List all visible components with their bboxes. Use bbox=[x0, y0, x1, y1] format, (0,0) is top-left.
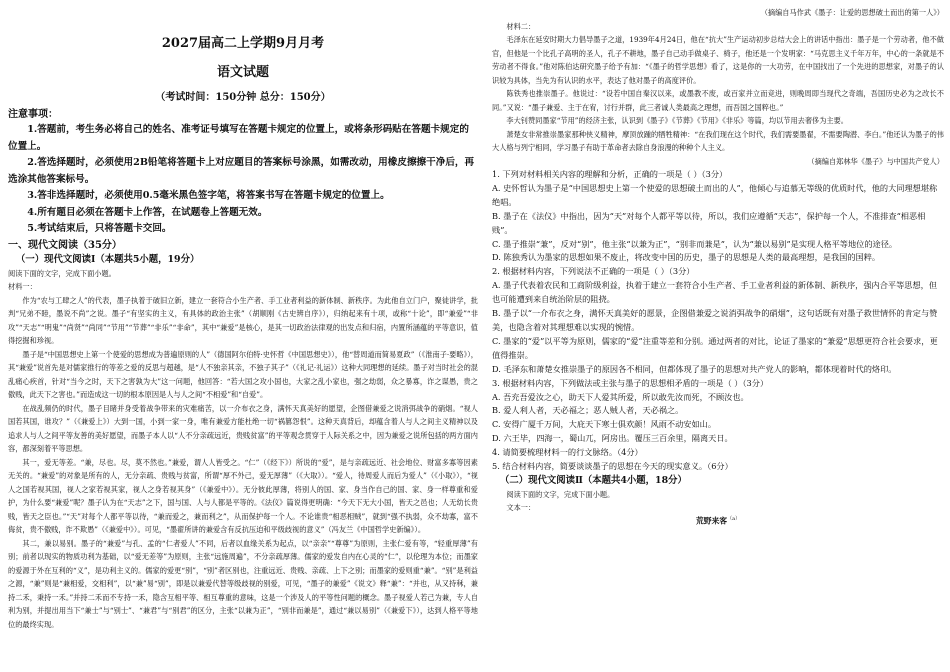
section2-heading: （二）现代文阅读Ⅱ（本题共4小题，18分） bbox=[500, 474, 687, 486]
question-line: D. 六王毕，四海一，蜀山兀，阿房出。覆压三百余里，隔离天日。 bbox=[492, 433, 733, 444]
notice-item: 1.答题前，考生务必将自己的姓名、准考证号填写在答题卡规定的位置上，或将条形码贴在答题卡规定的位置上。 bbox=[8, 124, 469, 152]
question-line: 2. 根据材料内容，下列说法不正确的一项是（ ）（3分） bbox=[492, 266, 695, 277]
question-line: D. 毛泽东和萧楚女推崇墨子的原因各不相同，但都体现了墨子的思想对共产党人的影响，都体现着时代的烙印。 bbox=[492, 363, 897, 374]
notice-heading: 注意事项： bbox=[8, 109, 58, 120]
material2-label: 材料二： bbox=[506, 21, 536, 31]
question-line: B. 墨子在《法仪》中指出，因为“天”对每个人都平等以待，所以，我们应遵循“天志”，保护每一个人，不准排查“相恶相贱”。 bbox=[492, 210, 926, 235]
question-line: 5. 结合材料内容，简要谈谈墨子的思想在今天的现实意义。（6分） bbox=[492, 461, 733, 472]
question-line: 4. 请简要梳理材料一的行文脉络。（4分） bbox=[492, 447, 643, 458]
material1-paragraph: 其一，爱无等差。“兼，尽也。尽，莫不然也。”兼爱，谓人人皆受之。“仁”（《经下》）所说的“爱”，是与亲疏远近、社会地位、财富多寡等因素无关的。“兼爱”的对象是所有的人，无分亲疏、贵贱与贫富，所谓“厚不外己，爱无厚薄”（《大取》）。“爱人，待周爱人而后为爱人”（《小取》），“视人之国若视其国，视人之家若视其家，视人之身若视其身”（《兼爱中》）。无分彼此厚薄，将别人的国、家、身当作自己的国、家、身一样尊重和爱护，为什么要“兼爱”呢？墨子认为在“天志”之下，国与国、人与人都是平等的。《法仪》篇说得更明确：“今天下无大小国，皆天之邑也；人无幼长贵贱，皆天之臣也。”“天”对每个人都平等以待，“兼而爱之，兼而利之”，从而保护每一个人。不论谁贵“相恶相贼”，就到“强不执弱，众不劫寡，富不侮贫，贵不傲贱，诈不欺愚”（《兼爱中》）。可见，“墨翟所讲的兼爱含有反抗压迫和平级歧视的意义”（冯友兰《中国哲学史新编》）。 bbox=[8, 457, 478, 534]
question-line: B. 爱人利人者，天必福之；恶人贼人者，天必祸之。 bbox=[492, 405, 684, 416]
question-line: C. 墨家的“爱”以平等为原则，儒家的“爱”注重等差和分别。通过两者的对比，论证了墨家的“兼爱”思想更符合社会要求，更值得推崇。 bbox=[492, 335, 938, 360]
right-column bbox=[492, 6, 944, 666]
text1-title bbox=[492, 515, 944, 527]
material1-paragraph: 在战乱频仍的时代，墨子目睹并身受着战争带来的灾难痛苦，以一介布衣之身，满怀天真美好的愿望，企图借兼爱之说消弭战争的硝烟。“视人国若其国，谁攻？”（《兼爱上》）大到一国，小到一家一身，唯有兼爱方能杜绝一切“祸篡怨恨”。这种天真背后，却蕴含着人与人之间主义精神以及追求人与人之间平等友善的美好愿望，而墨子本人以“人不分亲疏远近，贵贱贫富”的平等观念贯穿于人际关系之中，因为兼爱之说所包括的两方面内容，都深刻着平等思想。 bbox=[8, 403, 478, 453]
notice-item: 5.考试结束后，只将答题卡交回。 bbox=[27, 223, 172, 234]
question-line: C. 墨子推崇“兼”，反对“别”，他主张“以兼为正”，“别非而兼是”，认为“兼以易别”是实现人格平等地位的途径。 bbox=[492, 238, 898, 249]
notice-item: 2.答选择题时，必须使用2B铅笔将答题卡上对应题目的答案标号涂黑，如需改动，用橡皮擦擦干净后，再选涂其他答案标号。 bbox=[8, 157, 475, 185]
left-column bbox=[8, 12, 478, 667]
question-line: A. 史怀哲认为墨子是“中国思想史上第一个使爱的思想破土而出的人”，他倾心与追慕无等级的优质时代，他的大同理想堪称绝唱。 bbox=[492, 182, 938, 207]
question-line: 3. 根据材料内容，下列做法或主张与墨子的思想相矛盾的一项是（ ）（3分） bbox=[492, 377, 769, 388]
question-line: B. 墨子以“一介布衣之身，满怀天真美好的愿景，企图借兼爱之说消弭战争的硝烟”，这句话既有对墨子救世情怀的肯定与赞美，也隐含着对其理想难以实现的惋惜。 bbox=[492, 308, 938, 332]
question-line: C. 安得广厦千万间，大庇天下寒士俱欢颜！风雨不动安如山。 bbox=[492, 419, 717, 430]
text1-title-note: （a） bbox=[727, 515, 741, 522]
material2-paragraph: 毛泽东在延安时期大力倡导墨子之道，1939年4月24日，他在“抗大”生产运动初步总结大会上的讲话中指出：墨子是一个劳动者，他不做官，但他是一个比孔子高明的圣人，孔子不耕地，墨子自己动手做桌子、椅子，他还是一个发明家：“马克思主义千年万年，中心的一条就是不劳动者不得食。”他对陈伯达研究墨子给予有加：“《墨子的哲学思想》看了，这是你的一大功劳，在中国找出了一个先进的思想家，对墨子的认识较为具体，当先为有认识的水平，表达了他对墨子的高度评价。 bbox=[492, 35, 944, 85]
part1-heading: 一、现代文阅读（35分） bbox=[8, 239, 122, 251]
question-line: A. 墨子代表着农民和工商阶级利益，执着于建立一套符合小生产者、手工业者利益的新体制、新秩序，强内合平等思想，但也可能遭到来自统治阶层的阻挠。 bbox=[492, 280, 938, 305]
exam-info: （考试时间：150分钟 总分：150分） bbox=[155, 92, 331, 103]
reading-instruction-2: 阅读下面的文字，完成下面小题。 bbox=[506, 489, 615, 499]
material1-paragraph: 墨子是“中国思想史上第一个使爱的思想成为普遍原则的人”（德国阿尔伯特·史怀哲《中国思想史》），他“替周道而简易夏政”（《淮南子·要略》），其“兼爱”说首先是对儒家推行的等差之爱的反思与超越，是“人不独亲其亲，不独子其子”（《礼记·礼运》）这种大同理想的延续。墨子对当时社会的混乱痛心疾首，针对“当今之时，天下之害孰为大”这一问题，他回答：“若大国之攻小国也，大家之乱小家也，强之劫弱，众之暴寡，诈之谋愚，贵之傲贱，此天下之害也。”而造成这一切的根本原因是人与人之间“不相爱”和“自爱”。 bbox=[8, 349, 478, 399]
material1-paragraph: 作为“农与工肆之人”的代表，墨子执着于破旧立新，建立一套符合小生产者、手工业者利益的新体制、新秩序。为此他自立门户，聚徒讲学，批判“兄弟不睦，墨说不尚”之说。墨子“有坚实的主义，有具体的政治主张”（胡顺刚《古史辨自序》），归纳起来有十项，或称“十论”，即“兼爱”“非攻”“天志”“明鬼”“尚贤”“尚同”“节用”“节葬”“非乐”“非命”，其中“兼爱”是核心，是其一切政治法律观的出发点和归宿，内置所涵蕴的平等意识，值得挖掘和珍视。 bbox=[8, 295, 478, 345]
question-line: A. 吾充吾爱汝之心，助天下人爱其所爱，所以敢先汝而死，不顾汝也。 bbox=[492, 391, 749, 402]
material2-paragraph: 陈铁秀也推崇墨子。他说过：“设若中国自秦汉以来，或墨教不废，或百家并立而竞进，则晚周即当现代之奇端，吾国历史必为之改长不同。”又说：“墨子兼爱、主于在宥，讨行并群，此三者诚人类最高之理想，而吾国之国粹也。” bbox=[492, 89, 944, 112]
material2-paragraph: 萧楚女非常推崇墨家那种侠义精神，摩顶放踵的牺牲精神：“在我们现在这个时代，我们需要墨翟，不需要陶潜、李白。”他还认为墨子的伟大人格与列宁相同，学习墨子有助于革命者去除自身浪漫的种种个人主义。 bbox=[492, 129, 944, 152]
notice-item: 4.所有题目必须在答题卡上作答，在试题卷上答题无效。 bbox=[27, 206, 268, 218]
notice-item: 3.答非选择题时，必须使用0.5毫米黑色签字笔，将答案书写在答题卡规定的位置上。 bbox=[27, 190, 390, 201]
material2-citation: （摘编自郑林华《墨子》与中国共产党人） bbox=[807, 156, 944, 166]
material1-paragraph: 其二，兼以易别。墨子的“兼爱”与孔、孟的“仁者爱人”不同，后者以血缘关系为起点，以“亲亲”“尊尊”为原则，主张仁爱有等，“轻重厚薄”有别；前者以现实的物质功利为基础，以“爱无差等”为原则，主张“远施周遍”，不分亲疏厚薄。儒家的爱发自内在心灵的“仁”，以伦理为本位；而墨家的爱源于外在互利的“义”，是功利主义的。儒家的爱更“别”，“别”者区别也，注重远近、贵贱、亲疏、上下之别；而墨家的爱则重“兼”。“别”是利益之源，“兼”则是“兼相爱，交相利”，以“兼”易“别”，即是以兼爱代替等级歧视的别爱，可见，“墨子的兼爱”《说文》释“兼”：“并也，从又持秝，兼持二禾，秉持一禾。”并持二禾而不专持一禾，隐含互相平等、相互尊重的意味，这是一个涉及人的平等性问题的概念。墨子视爱人若己为兼，专人自利为别，并提出用当下“兼士”与“别士”、“兼君”与“别君”的区分，主张“以兼为正”，“别非而兼是”，通过“兼以易别”（《兼爱下》），达到人格平等地位的最终实现。 bbox=[8, 538, 478, 629]
reading-instruction: 阅读下面的文字，完成下面小题。 bbox=[8, 268, 116, 278]
question-line: 1. 下列对材料相关内容的理解和分析，正确的一项是（ ）（3分） bbox=[492, 169, 728, 179]
text1-label: 文本一： bbox=[506, 503, 536, 513]
question-line: D. 陈独秀认为墨家的思想如果不废止，将改变中国的历史，墨子的思想是人类的最高理想，是我国的国粹。 bbox=[492, 252, 881, 263]
exam-title: 2027届高二上学期9月月考 bbox=[161, 36, 325, 51]
material1-label: 材料一： bbox=[8, 282, 37, 291]
material2-paragraph: 李大钊赞同墨家“节用”的经济主张，认识到《墨子》《节葬》《节用》《非乐》等篇，均以节用去奢侈为主要。 bbox=[506, 116, 848, 125]
section1-heading: （一）现代文阅读Ⅰ（本题共5小题，19分） bbox=[16, 253, 200, 265]
exam-subtitle: 语文试题 bbox=[216, 65, 269, 80]
material1-citation: （摘编自马作武《墨子：让爱的思想破土而出的第一人》） bbox=[760, 8, 944, 17]
text1-title-text: 荒野来客 bbox=[695, 516, 728, 526]
